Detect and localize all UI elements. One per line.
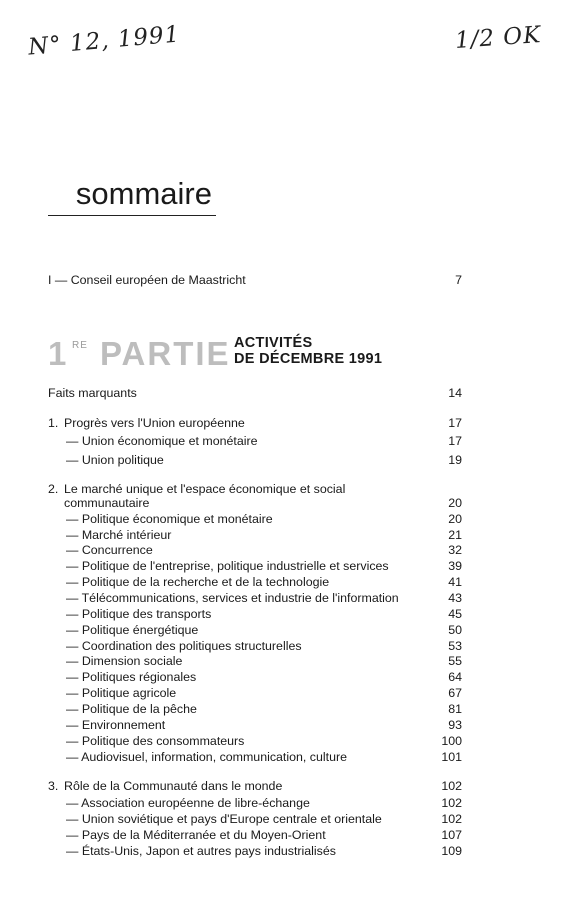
toc-page: 53 bbox=[448, 639, 462, 653]
section-number: 3. bbox=[48, 779, 59, 793]
toc-label: — États-Unis, Japon et autres pays industrialisés bbox=[66, 844, 336, 858]
section-title: Rôle de la Communauté dans le monde bbox=[64, 779, 283, 793]
toc-label: — Dimension sociale bbox=[66, 654, 183, 668]
section-title: Progrès vers l'Union européenne bbox=[64, 416, 245, 430]
toc-entry-intro[interactable] bbox=[48, 272, 462, 288]
toc-label: — Télécommunications, services et industrie de l'information bbox=[66, 591, 399, 605]
toc-page: 17 bbox=[448, 434, 462, 448]
toc-page: 14 bbox=[448, 386, 462, 400]
part-title-line2: DE DÉCEMBRE 1991 bbox=[234, 351, 383, 367]
part-title-line1: ACTIVITÉS bbox=[234, 335, 313, 351]
toc-page: 67 bbox=[448, 686, 462, 700]
toc-item[interactable] bbox=[48, 685, 462, 701]
toc-label: — Politiques régionales bbox=[66, 670, 197, 684]
toc-page: 17 bbox=[448, 416, 462, 430]
toc-item[interactable] bbox=[48, 558, 462, 574]
section-number: 1. bbox=[48, 416, 59, 430]
toc-page: 102 bbox=[441, 779, 462, 793]
toc-label bbox=[48, 415, 245, 431]
toc-label: — Union soviétique et pays d'Europe centrale et orientale bbox=[66, 812, 382, 826]
toc-page: 20 bbox=[448, 512, 462, 526]
toc-section-3[interactable] bbox=[48, 778, 462, 794]
toc-item[interactable] bbox=[48, 701, 462, 717]
toc-item[interactable] bbox=[48, 452, 462, 468]
toc-page: 107 bbox=[441, 828, 462, 842]
toc-page: 19 bbox=[448, 453, 462, 467]
part-title bbox=[234, 335, 382, 367]
toc-label: — Coordination des politiques structurelles bbox=[66, 639, 302, 653]
toc-page: 64 bbox=[448, 670, 462, 684]
toc-item[interactable] bbox=[48, 749, 462, 765]
toc-page: 55 bbox=[448, 654, 462, 668]
toc-label: — Politique de la recherche et de la technologie bbox=[66, 575, 330, 589]
toc-page: 45 bbox=[448, 607, 462, 621]
section-title-cont: communautaire bbox=[64, 496, 150, 510]
toc-item[interactable] bbox=[48, 717, 462, 733]
toc-item[interactable] bbox=[48, 827, 462, 843]
toc-page: 100 bbox=[441, 734, 462, 748]
toc-page: 39 bbox=[448, 559, 462, 573]
toc-item[interactable] bbox=[48, 527, 462, 543]
toc-page: 109 bbox=[441, 844, 462, 858]
toc-label: — Pays de la Méditerranée et du Moyen-Orient bbox=[66, 828, 326, 842]
toc-page: 101 bbox=[441, 750, 462, 764]
toc-label: — Union économique et monétaire bbox=[66, 434, 258, 448]
title-block bbox=[48, 175, 216, 216]
toc-section-2-cont[interactable] bbox=[48, 495, 462, 511]
toc-label: — Politique de la pêche bbox=[66, 702, 197, 716]
toc-item[interactable] bbox=[48, 574, 462, 590]
toc-page: 81 bbox=[448, 702, 462, 716]
toc-label: — Politique des transports bbox=[66, 607, 212, 621]
toc-item[interactable] bbox=[48, 669, 462, 685]
part-suffix: RE bbox=[72, 340, 88, 351]
toc-page: 102 bbox=[441, 796, 462, 810]
toc-item[interactable] bbox=[48, 542, 462, 558]
section-title: Le marché unique et l'espace économique et social bbox=[64, 482, 346, 496]
part-heading bbox=[48, 333, 468, 373]
toc-label: Faits marquants bbox=[48, 386, 137, 400]
handwritten-issue-note: N° 12, 1991 bbox=[27, 21, 182, 61]
toc-label: — Politique énergétique bbox=[66, 623, 199, 637]
toc-page: 93 bbox=[448, 718, 462, 732]
toc-entry-faits[interactable] bbox=[48, 385, 462, 401]
toc-label: I — Conseil européen de Maastricht bbox=[48, 273, 246, 287]
toc-label: — Politique agricole bbox=[66, 686, 177, 700]
toc-page: 21 bbox=[448, 528, 462, 542]
toc-label: — Marché intérieur bbox=[66, 528, 172, 542]
part-word: PARTIE bbox=[100, 335, 231, 372]
toc-item[interactable] bbox=[48, 733, 462, 749]
section-number: 2. bbox=[48, 482, 59, 496]
toc-label: — Union politique bbox=[66, 453, 164, 467]
toc-label: — Concurrence bbox=[66, 543, 153, 557]
toc-page: 102 bbox=[441, 812, 462, 826]
toc-item[interactable] bbox=[48, 795, 462, 811]
toc-label: — Politique économique et monétaire bbox=[66, 512, 273, 526]
toc-page: 32 bbox=[448, 543, 462, 557]
toc-page: 20 bbox=[448, 496, 462, 510]
toc-item[interactable] bbox=[48, 638, 462, 654]
toc-item[interactable] bbox=[48, 811, 462, 827]
toc-label bbox=[48, 778, 282, 794]
toc-item[interactable] bbox=[48, 433, 462, 449]
toc-item[interactable] bbox=[48, 590, 462, 606]
toc-page: 41 bbox=[448, 575, 462, 589]
toc-item[interactable] bbox=[48, 606, 462, 622]
title-underline bbox=[48, 215, 216, 216]
handwritten-check-note: 1/2 OK bbox=[454, 22, 543, 54]
toc-page: 50 bbox=[448, 623, 462, 637]
toc-item[interactable] bbox=[48, 622, 462, 638]
toc-label: — Politique des consommateurs bbox=[66, 734, 245, 748]
toc-item[interactable] bbox=[48, 511, 462, 527]
toc-item[interactable] bbox=[48, 843, 462, 859]
toc-section-1[interactable] bbox=[48, 415, 462, 431]
page-title: sommaire bbox=[75, 176, 212, 211]
toc-page: 43 bbox=[448, 591, 462, 605]
toc-label: — Association européenne de libre-échange bbox=[66, 796, 310, 810]
toc-page: 7 bbox=[455, 273, 462, 287]
toc-label: — Audiovisuel, information, communication, culture bbox=[66, 750, 347, 764]
toc-label: — Politique de l'entreprise, politique industrielle et services bbox=[66, 559, 389, 573]
toc-item[interactable] bbox=[48, 653, 462, 669]
toc-label: — Environnement bbox=[66, 718, 166, 732]
part-number: 1 bbox=[48, 335, 68, 372]
